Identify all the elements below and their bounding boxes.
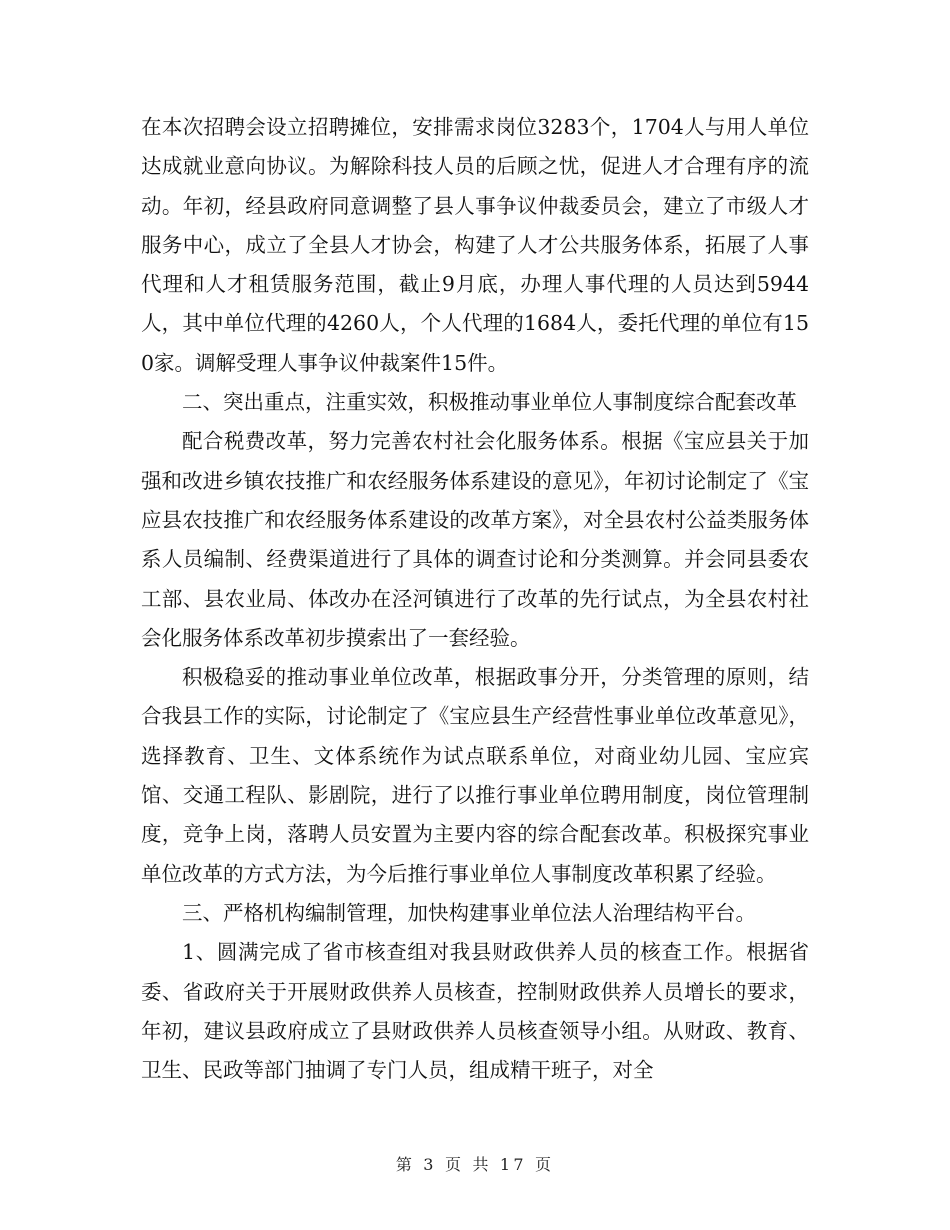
page-number-footer: 第 3 页 共 17 页: [395, 1155, 555, 1174]
paragraph-3: 配合税费改革，努力完善农村社会化服务体系。根据《宝应县关于加强和改进乡镇农技推广和农经服务体系建设的意见》，年初讨论制定了《宝应县农技推广和农经服务体系建设的改革方案》，对全县农村公益类服务体系人员编制、经费渠道进行了具体的调查讨论和分类测算。并会同县委农工部、县农业局、体改办在泾河镇进行了改革的先行试点，为全县农村社会化服务体系改革初步摸索出了一套经验。: [141, 429, 809, 650]
paragraph-4: 积极稳妥的推动事业单位改革，根据政事分开，分类管理的原则，结合我县工作的实际，讨论制定了《宝应县生产经营性事业单位改革意见》，选择教育、卫生、文体系统作为试点联系单位，对商业幼儿园、宝应宾馆、交通工程队、影剧院，进行了以推行事业单位聘用制度，岗位管理制度，竞争上岗，落聘人员安置为主要内容的综合配套改革。积极探究事业单位改革的方式方法，为今后推行事业单位人事制度改革积累了经验。: [141, 665, 809, 886]
paragraph-1: 在本次招聘会设立招聘摊位，安排需求岗位3283个，1704人与用人单位达成就业意向协议。为解除科技人员的后顾之忧，促进人才合理有序的流动。年初，经县政府同意调整了县人事争议仲裁委员会，建立了市级人才服务中心，成立了全县人才协会，构建了人才公共服务体系，拓展了人事代理和人才租赁服务范围，截止9月底，办理人事代理的人员达到5944人，其中单位代理的4260人，个人代理的1684人，委托代理的单位有150家。调解受理人事争议仲裁案件15件。: [141, 115, 809, 375]
section-heading-2: 二、突出重点，注重实效，积极推动事业单位人事制度综合配套改革: [182, 390, 797, 415]
document-body: [141, 108, 809, 1090]
section-heading-3: 三、严格机构编制管理，加快构建事业单位法人治理结构平台。: [182, 900, 756, 925]
paragraph-6: 1、圆满完成了省市核查组对我县财政供养人员的核查工作。根据省委、省政府关于开展财政供养人员核查，控制财政供养人员增长的要求，年初，建议县政府成立了县财政供养人员核查领导小组。从财政、教育、卫生、民政等部门抽调了专门人员，组成精干班子，对全: [141, 940, 809, 1083]
